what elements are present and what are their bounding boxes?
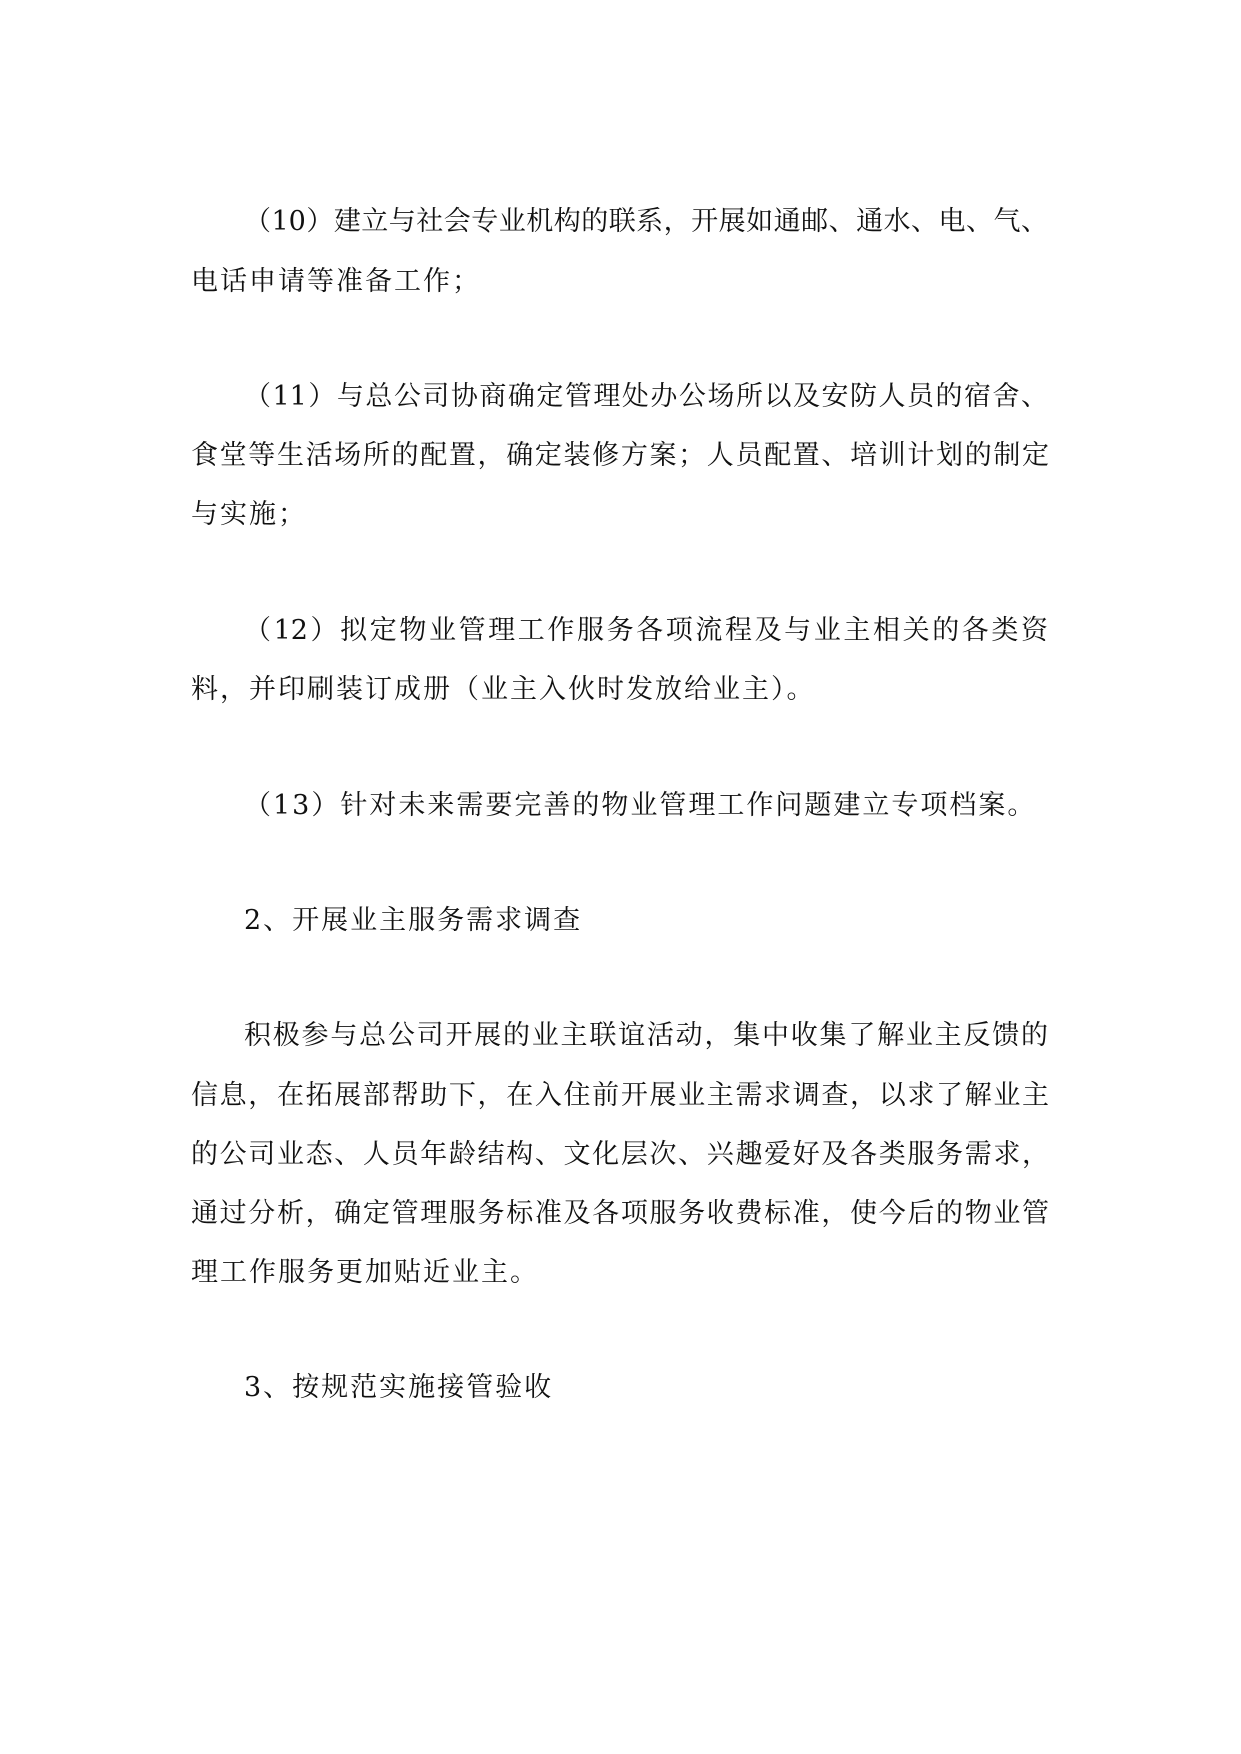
paragraph-12-line-2: 料，并印刷装订成册（业主入伙时发放给业主）。	[191, 674, 816, 705]
paragraph-10-line-1: （10）建立与社会专业机构的联系，开展如通邮、通水、电、气、	[244, 206, 1048, 237]
paragraph-11-line-1: （11）与总公司协商确定管理处办公场所以及安防人员的宿舍、	[244, 381, 1048, 412]
section-heading-3: 3、按规范实施接管验收	[244, 1372, 554, 1403]
paragraph-12-line-1: （12）拟定物业管理工作服务各项流程及与业主相关的各类资	[244, 615, 1048, 646]
paragraph-10-line-2: 电话申请等准备工作；	[191, 266, 481, 297]
body-paragraph-line-3: 的公司业态、人员年龄结构、文化层次、兴趣爱好及各类服务需求，	[191, 1139, 1049, 1170]
body-paragraph-line-1: 积极参与总公司开展的业主联谊活动，集中收集了解业主反馈的	[244, 1020, 1048, 1051]
paragraph-11-line-2: 食堂等生活场所的配置，确定装修方案；人员配置、培训计划的制定	[191, 440, 1049, 471]
body-paragraph-line-2: 信息，在拓展部帮助下，在入住前开展业主需求调查，以求了解业主	[191, 1080, 1049, 1111]
body-paragraph-line-5: 理工作服务更加贴近业主。	[191, 1257, 539, 1288]
body-paragraph-line-4: 通过分析，确定管理服务标准及各项服务收费标准，使今后的物业管	[191, 1198, 1049, 1229]
section-heading-2: 2、开展业主服务需求调查	[244, 905, 583, 936]
paragraph-13-line-1: （13）针对未来需要完善的物业管理工作问题建立专项档案。	[244, 790, 1037, 821]
paragraph-11-line-3: 与实施；	[191, 499, 307, 530]
